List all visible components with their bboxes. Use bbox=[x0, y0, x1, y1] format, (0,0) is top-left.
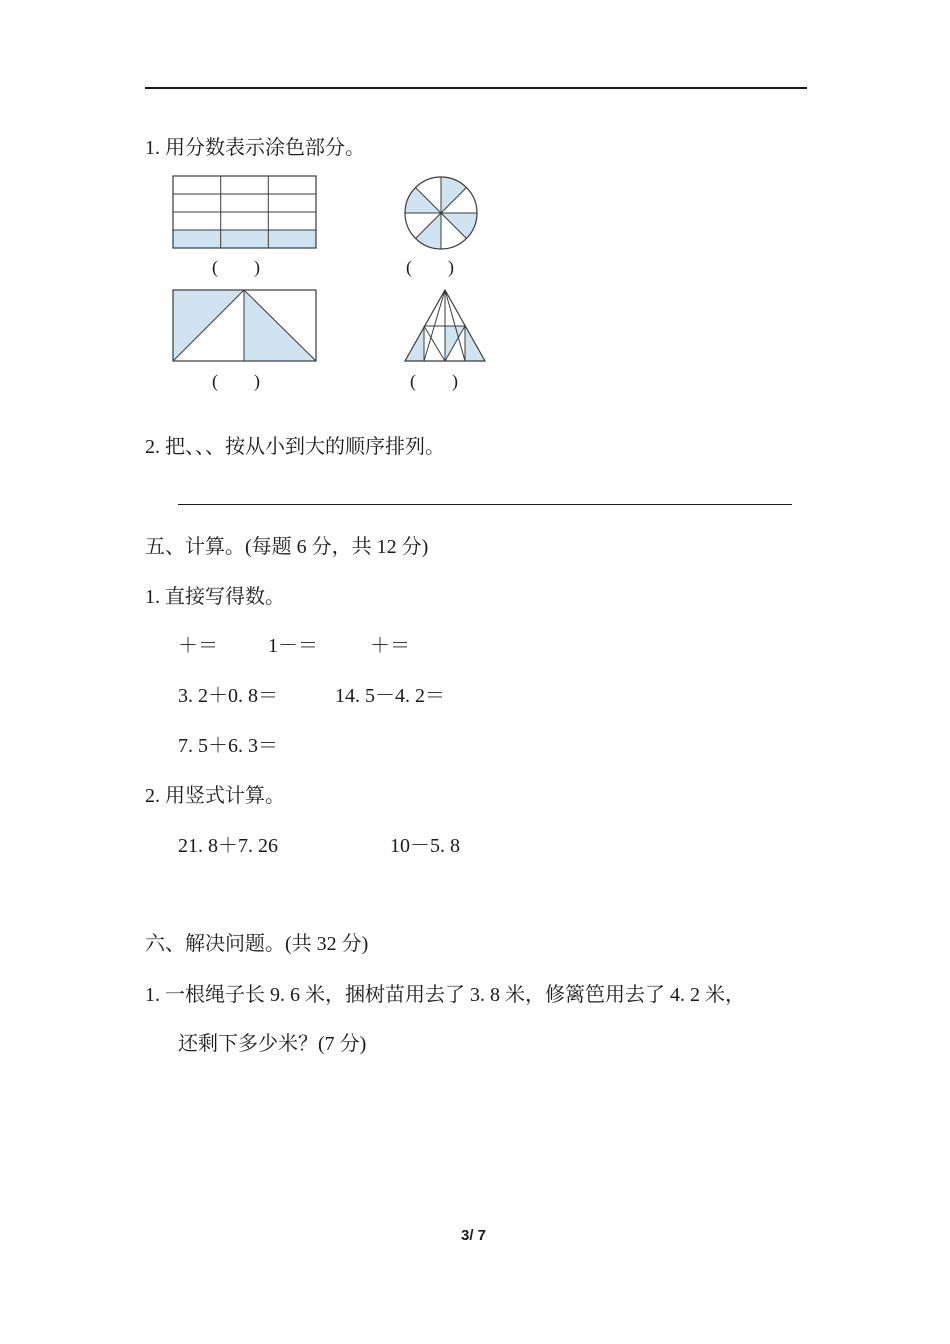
calc-item: 1－＝ bbox=[268, 635, 318, 657]
calc-item: 3. 2＋0. 8＝ bbox=[178, 685, 278, 707]
answer-line[interactable] bbox=[178, 504, 792, 505]
circle-figure bbox=[402, 174, 480, 252]
calc-item: ＋＝ bbox=[178, 635, 218, 657]
answer-blank-3[interactable]: ( ) bbox=[212, 371, 260, 391]
section-5-heading: 五、计算。(每题 6 分，共 12 分) bbox=[145, 536, 429, 558]
calc-item: 14. 5－4. 2＝ bbox=[335, 685, 445, 707]
question-4-2: 2. 把、、、按从小到大的顺序排列。 bbox=[145, 436, 445, 458]
vertical-calc-item: 21. 8＋7. 26 bbox=[178, 835, 278, 857]
rectangle-triangles-figure bbox=[172, 289, 318, 363]
question-6-1-line2: 还剩下多少米？(7 分) bbox=[178, 1033, 367, 1055]
answer-blank-4[interactable]: ( ) bbox=[410, 371, 458, 391]
question-4-1: 1. 用分数表示涂色部分。 bbox=[145, 137, 365, 159]
question-5-1: 1. 直接写得数。 bbox=[145, 586, 285, 608]
answer-blank-1[interactable]: ( ) bbox=[212, 257, 260, 277]
question-6-1-line1: 1. 一根绳子长 9. 6 米，捆树苗用去了 3. 8 米，修篱笆用去了 4. 2 米， bbox=[145, 984, 745, 1006]
page-number: 3/ 7 bbox=[461, 1227, 487, 1244]
header-rule bbox=[145, 87, 807, 89]
vertical-calc-item: 10－5. 8 bbox=[390, 835, 460, 857]
calc-item: ＋＝ bbox=[370, 635, 410, 657]
answer-blank-2[interactable]: ( ) bbox=[406, 257, 454, 277]
grid-figure bbox=[172, 175, 318, 251]
question-5-2: 2. 用竖式计算。 bbox=[145, 785, 285, 807]
section-6-heading: 六、解决问题。(共 32 分) bbox=[145, 933, 369, 955]
calc-item: 7. 5＋6. 3＝ bbox=[178, 735, 278, 757]
triangle-figure bbox=[402, 289, 488, 363]
grid-shaded-row bbox=[173, 230, 316, 248]
